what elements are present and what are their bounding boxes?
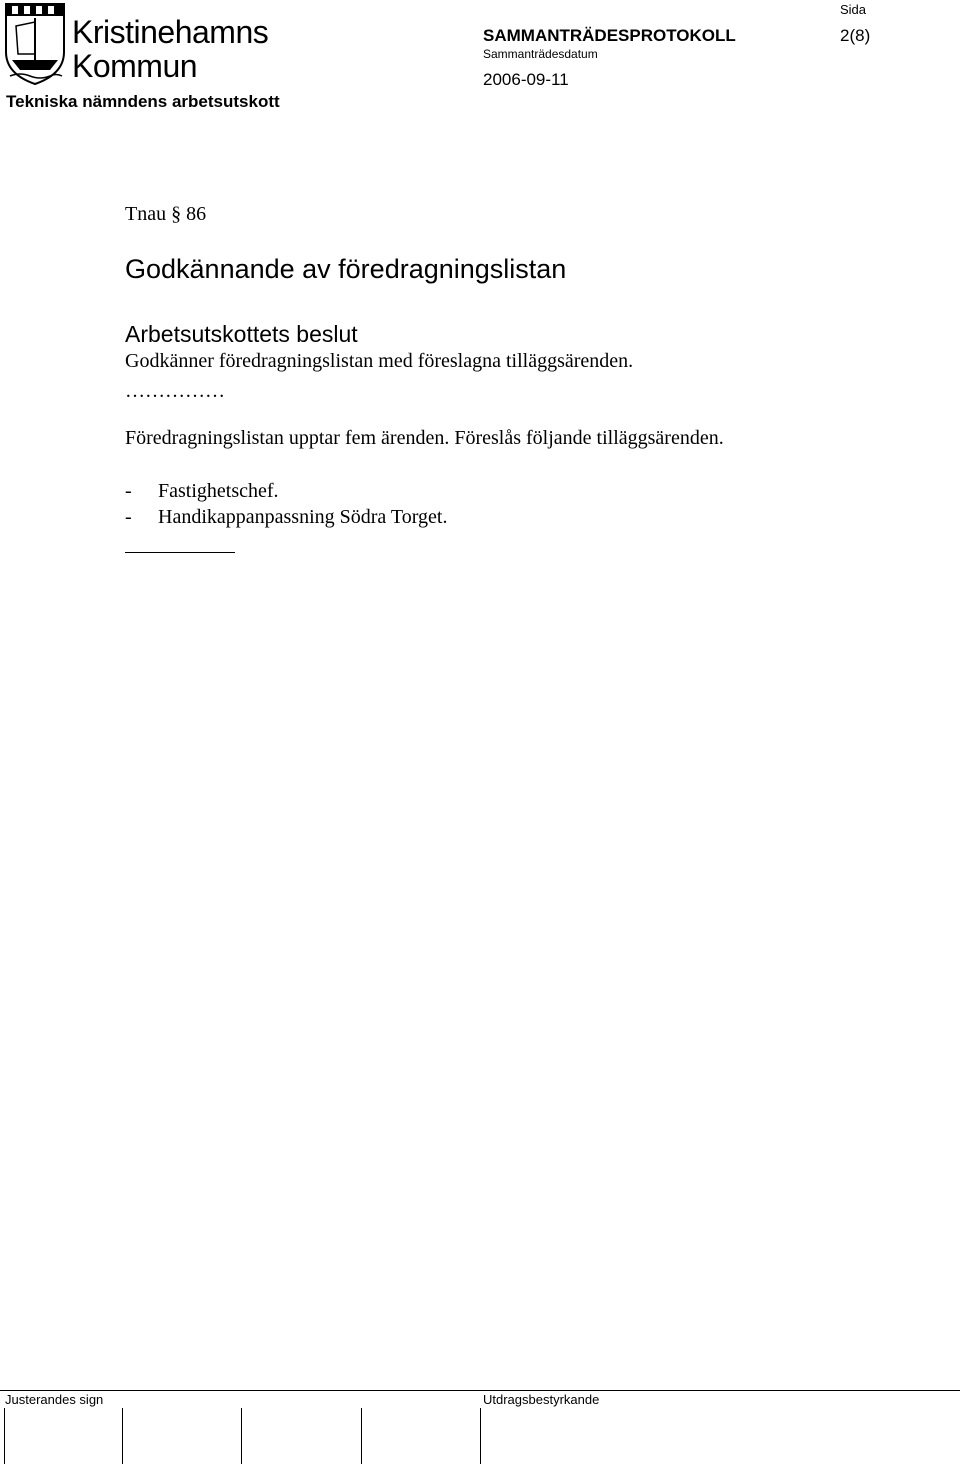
section-reference: Tnau § 86	[125, 203, 207, 225]
coat-of-arms-logo	[4, 2, 40, 86]
list-item	[125, 504, 447, 530]
signature-box-divider	[4, 1408, 5, 1464]
footer-divider	[0, 1390, 960, 1391]
list-marker: -	[125, 506, 132, 528]
item-title: Godkännande av föredragningslistan	[125, 254, 567, 284]
end-rule	[125, 552, 235, 553]
page-number: 2(8)	[840, 26, 871, 45]
list-marker: -	[125, 480, 132, 502]
municipality-name-line2: Kommun	[72, 48, 198, 84]
signature-box-divider	[241, 1408, 242, 1464]
meeting-date-label: Sammanträdesdatum	[483, 47, 598, 61]
signature-box-divider	[361, 1408, 362, 1464]
decision-heading: Arbetsutskottets beslut	[125, 321, 358, 347]
signature-label: Justerandes sign	[5, 1392, 104, 1407]
meeting-date: 2006-09-11	[483, 70, 569, 89]
signature-box-divider	[480, 1408, 481, 1464]
list-item	[125, 478, 447, 504]
decision-text: Godkänner föredragningslistan med föreslagna tilläggsärenden.	[125, 350, 634, 372]
body-paragraph: Föredragningslistan upptar fem ärenden. Föreslås följande tilläggsärenden.	[125, 427, 724, 449]
document-type: SAMMANTRÄDESPROTOKOLL	[483, 26, 736, 45]
signature-box-divider	[122, 1408, 123, 1464]
list-item-text: Fastighetschef.	[158, 480, 279, 502]
page-label: Sida	[840, 2, 867, 17]
list-item-text: Handikappanpassning Södra Torget.	[158, 506, 448, 528]
committee-name: Tekniska nämndens arbetsutskott	[6, 92, 280, 111]
additional-items-list	[125, 478, 447, 530]
extract-certification-label: Utdragsbestyrkande	[483, 1392, 600, 1407]
separator-dots: ……………	[125, 380, 225, 402]
municipality-name-line1: Kristinehamns	[72, 14, 269, 50]
